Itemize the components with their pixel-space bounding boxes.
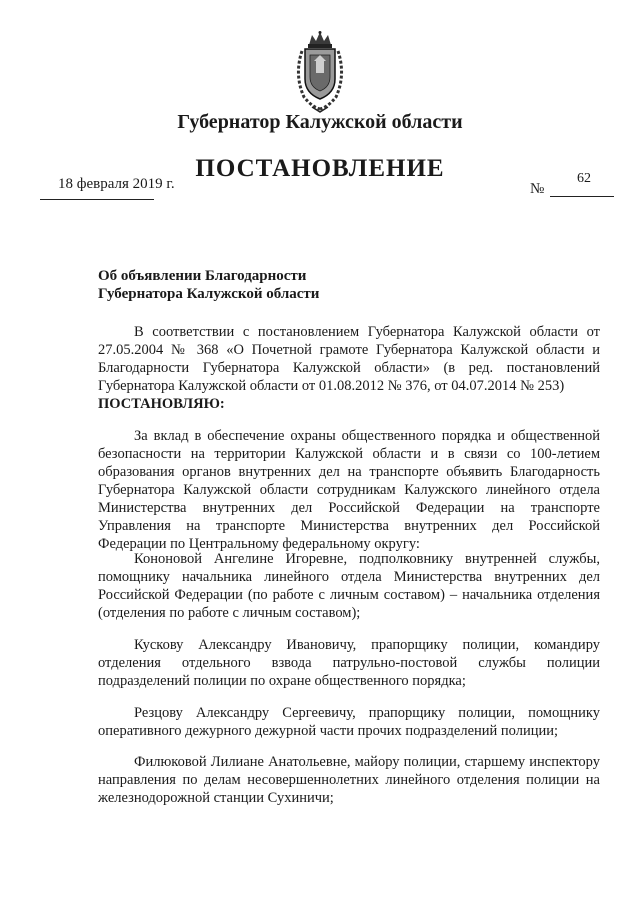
preamble-text: В соответствии с постановлением Губернатора Калужской области от 27.05.2004 № 368 «О Почетной грамоте Губернатора Калужской области и Благодарности Губернатора Калужской области» (в ред. постановлений Губернатора Калужской области от 01.08.2012 № 376, от 04.07.2014 № 253) (98, 324, 600, 394)
decree-word: ПОСТАНОВЛЯЮ: (98, 396, 225, 412)
document-date: 18 февраля 2019 г. (58, 176, 175, 192)
authority-title: Губернатор Калужской области (177, 111, 463, 133)
awardee-paragraph: Резцову Александру Сергеевичу, прапорщику полиции, помощнику оперативного дежурного дежурной части прочих подразделений полиции; (98, 705, 600, 739)
awardee-paragraph: Филюковой Лилиане Анатольевне, майору полиции, старшему инспектору направления по делам несовершеннолетних линейного отделения полиции на железнодорожной станции Сухиничи; (98, 754, 600, 806)
document-subject (98, 267, 319, 303)
document-number: 62 (577, 171, 591, 186)
document-type: ПОСТАНОВЛЕНИЕ (195, 155, 445, 182)
number-underline (550, 196, 614, 197)
preamble-paragraph (98, 323, 600, 413)
award-paragraph: За вклад в обеспечение охраны общественного порядка и общественной безопасности на территории Калужской области и в связи со 100-летием образования органов внутренних дел на транспорте объявить Благодарность Губернатора Калужской области сотрудникам Калужского линейного отдела Министерства внутренних дел Российской Федерации на транспорте Управления на транспорте Министерства внутренних дел Российской Федерации по Центральному федеральному округу: (98, 428, 600, 552)
subject-line-1: Об объявлении Благодарности (98, 268, 307, 284)
awardee-paragraph: Кононовой Ангелине Игоревне, подполковнику внутренней службы, помощнику начальника линейного отдела Министерства внутренних дел Российской Федерации (по работе с личным составом) – начальника отделения (отделения по работе с личным составом); (98, 551, 600, 621)
number-sign: № (530, 181, 545, 197)
subject-line-2: Губернатора Калужской области (98, 286, 320, 302)
date-underline (40, 199, 154, 200)
awardee-paragraph: Кускову Александру Ивановичу, прапорщику полиции, командиру отделения отдельного взвода патрульно-постовой службы полиции подразделений полиции по охране общественного порядка; (98, 637, 600, 689)
coat-of-arms-icon (292, 31, 348, 113)
